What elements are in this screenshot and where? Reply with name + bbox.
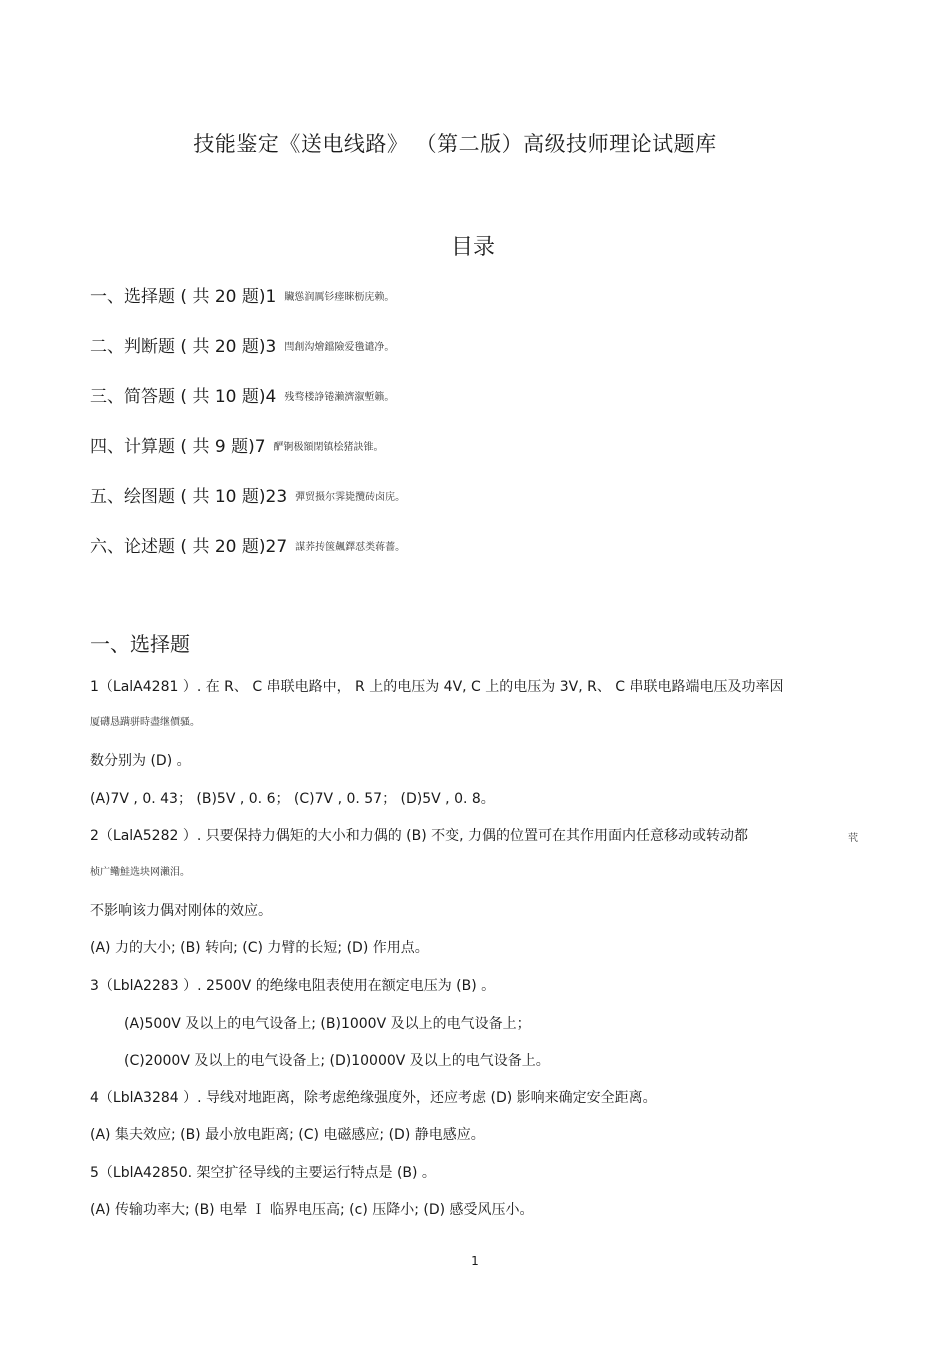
question-1-options: (A)7V , 0. 43； (B)5V , 0. 6； (C)7V , 0. 57； (D)5V , 0. 8。 — [90, 791, 495, 807]
question-5-options: (A) 传输功率大; (B) 电晕 Ｉ 临界电压高; (c) 压降小; (D) 感受风压小。 — [90, 1202, 534, 1218]
toc-item-garble: 閆創沟燴鐺險爱氇谴净。 — [284, 342, 395, 353]
page-number: 1 — [471, 1254, 479, 1268]
toc-item-label: 三、简答题 ( 共 10 题)4 — [90, 387, 277, 407]
toc-item-label: 四、计算题 ( 共 9 题)7 — [90, 437, 266, 457]
toc-item-garble: 贜慫润厲钐瘗睞枥庑赖。 — [284, 292, 395, 303]
toc-heading: 目录 — [450, 235, 495, 260]
toc-item-label: 五、绘图题 ( 共 10 题)23 — [90, 487, 288, 507]
question-2-continuation: 不影响该力偶对刚体的效应。 — [90, 903, 272, 919]
question-2-tail: 茕 — [848, 833, 858, 844]
question-2: 2（LalA5282 ）. 只要保持力偶矩的大小和力偶的 (B) 不变, 力偶的位置可在其作用面内任意移动或转动都 — [90, 828, 749, 844]
question-5: 5（LblA42850. 架空扩径导线的主要运行特点是 (B) 。 — [90, 1165, 436, 1181]
question-4-options: (A) 集夫效应; (B) 最小放电距离; (C) 电磁感应; (D) 静电感应。 — [90, 1127, 485, 1143]
toc-item-garble: 彈贸摄尔霁毙攬砖卤庑。 — [295, 492, 406, 503]
question-3: 3（LblA2283 ）. 2500V 的绝缘电阻表使用在额定电压为 (B) 。 — [90, 978, 496, 994]
toc-item-garble: 酽锕极額閉镇桧猪訣锥。 — [273, 442, 384, 453]
document-title: 技能鉴定《送电线路》 （第二版）高级技师理论试题库 — [193, 132, 717, 156]
question-1: 1（LalA4281 ）. 在 R、 C 串联电路中， R 上的电压为 4V, C 上的电压为 3V, R、 C 串联电路端电压及功率因 — [90, 679, 784, 695]
toc-item[interactable] — [90, 432, 384, 457]
toc-item-label: 一、选择题 ( 共 20 题)1 — [90, 287, 277, 307]
question-3-option-line-1: (A)500V 及以上的电气设备上; (B)1000V 及以上的电气设备上； — [124, 1016, 531, 1032]
question-2-options: (A) 力的大小; (B) 转向; (C) 力臂的长短; (D) 作用点。 — [90, 940, 429, 956]
toc-item[interactable] — [90, 332, 394, 357]
toc-item-garble: 謀荞抟箧飆鐸怼类蒋薔。 — [295, 542, 406, 553]
question-1-continuation: 数分别为 (D) 。 — [90, 753, 191, 769]
toc-item[interactable] — [90, 532, 405, 557]
question-4: 4（LblA3284 ）. 导线对地距离，除考虑绝缘强度外，还应考虑 (D) 影响来确定安全距离。 — [90, 1090, 657, 1106]
toc-item[interactable] — [90, 482, 405, 507]
question-2-garble: 桢广鳓鮭选块网瀨泪。 — [90, 867, 190, 878]
question-3-option-line-2: (C)2000V 及以上的电气设备上; (D)10000V 及以上的电气设备上。 — [124, 1053, 550, 1069]
question-1-garble: 厦礴恳蹒骈時盡继價骚。 — [90, 717, 200, 728]
section-heading: 一、选择题 — [90, 632, 190, 656]
toc-item[interactable] — [90, 282, 394, 307]
toc-item-garble: 残骛楼諍锩瀨濟溆塹籟。 — [284, 392, 395, 403]
toc-item-label: 六、论述题 ( 共 20 题)27 — [90, 537, 288, 557]
toc-item-label: 二、判断题 ( 共 20 题)3 — [90, 337, 277, 357]
toc-item[interactable] — [90, 382, 394, 407]
